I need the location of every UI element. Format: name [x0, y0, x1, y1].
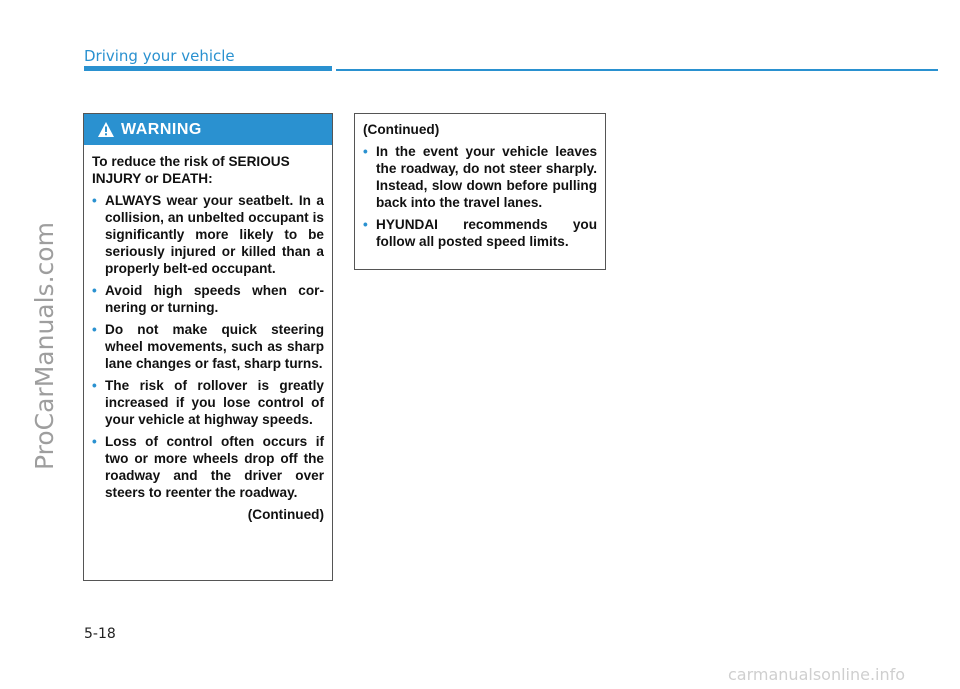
- bullet-icon: •: [92, 378, 97, 393]
- warning-content: [84, 145, 332, 523]
- warning-box: [83, 113, 333, 581]
- list-item: • ALWAYS wear your seatbelt. In a collision, an unbelted occupant is significantly more likely to be seriously injured or killed than a properly belt-ed occupant.: [92, 193, 324, 276]
- warning-triangle-icon: [98, 122, 114, 137]
- header-rule-thin: [336, 69, 938, 71]
- bullet-icon: •: [363, 217, 368, 232]
- page-number: 5-18: [84, 626, 116, 642]
- list-item: • In the event your vehicle leaves the roadway, do not steer sharply. Instead, slow down before pulling back into the travel lanes.: [363, 144, 597, 210]
- continued-list: [363, 143, 597, 250]
- side-watermark: ProCarManuals.com: [30, 222, 59, 470]
- list-item: • Loss of control often occurs if two or more wheels drop off the roadway and the driver over steers to reenter the roadway.: [92, 434, 324, 500]
- warning-label: WARNING: [121, 120, 202, 138]
- header-rule-thick: [84, 66, 332, 71]
- list-item: • Do not make quick steering wheel movements, such as sharp lane changes or fast, sharp turns.: [92, 322, 324, 371]
- bullet-icon: •: [92, 434, 97, 449]
- section-title: Driving your vehicle: [84, 47, 235, 65]
- bullet-icon: •: [92, 283, 97, 298]
- continued-heading: (Continued): [363, 122, 440, 137]
- bullet-icon: •: [92, 322, 97, 337]
- list-item: • HYUNDAI recommends you follow all posted speed limits.: [363, 217, 597, 249]
- continued-label: (Continued): [247, 507, 324, 522]
- warning-intro: To reduce the risk of SERIOUS INJURY or DEATH:: [92, 154, 290, 186]
- footer-watermark: carmanualsonline.info: [728, 665, 906, 684]
- continued-box: [354, 113, 606, 270]
- warning-header: [84, 114, 332, 145]
- continued-content: [355, 114, 605, 250]
- warning-list: [92, 192, 324, 501]
- bullet-icon: •: [92, 193, 97, 208]
- list-item: • Avoid high speeds when cor-nering or turning.: [92, 283, 324, 315]
- bullet-icon: •: [363, 144, 368, 159]
- list-item: • The risk of rollover is greatly increased if you lose control of your vehicle at highway speeds.: [92, 378, 324, 427]
